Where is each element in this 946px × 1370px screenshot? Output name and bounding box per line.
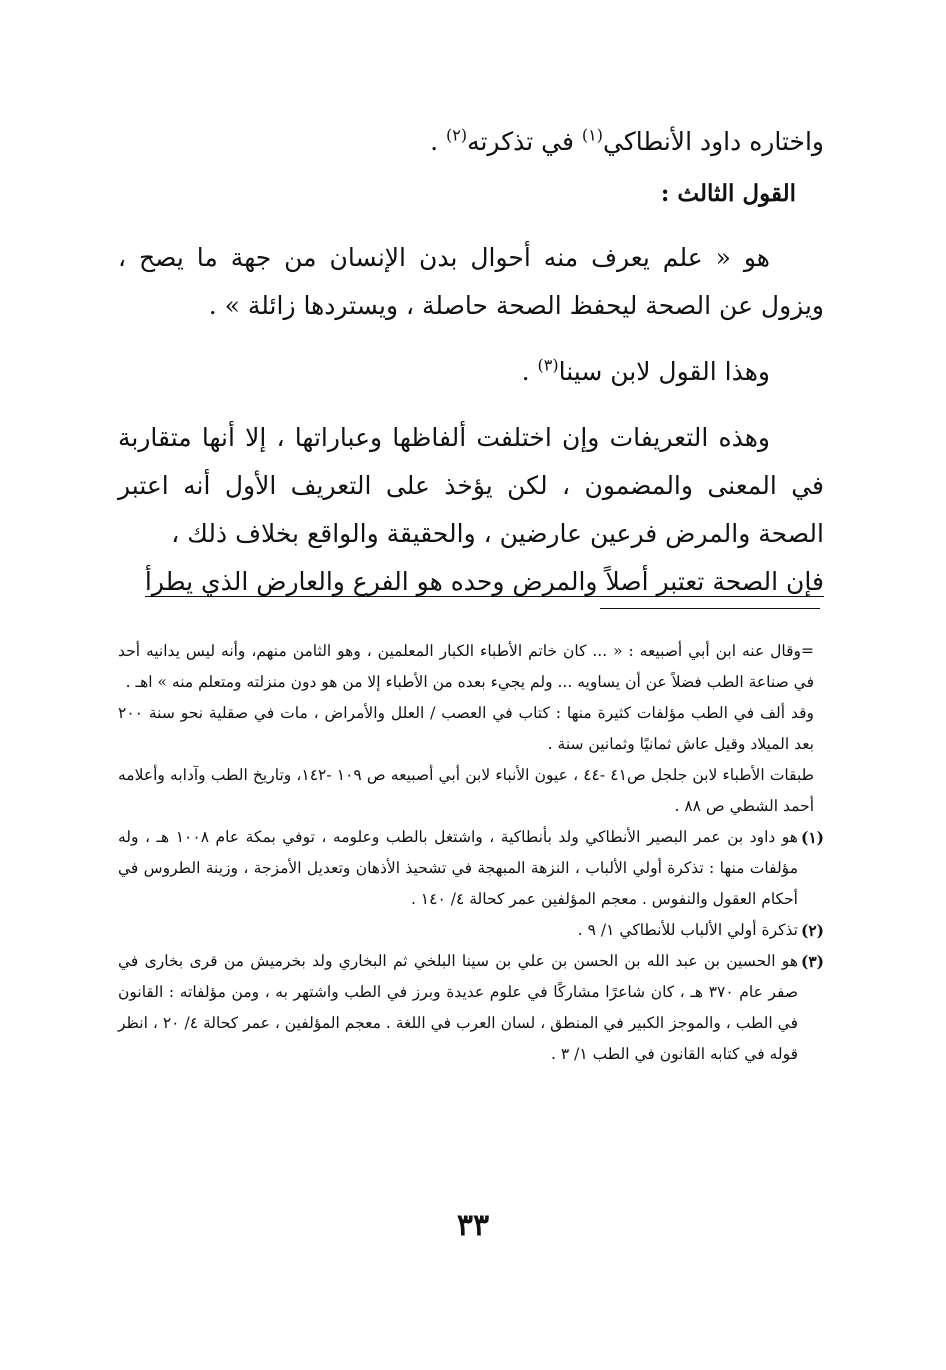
footnote-divider — [600, 608, 820, 609]
footnote-ref-3: (٣) — [537, 355, 559, 375]
footnote-3 — [118, 946, 824, 1070]
footnote-number: (٢) — [800, 921, 824, 940]
footnote-ref-1: (١) — [581, 125, 603, 145]
paragraph-2: هو « علم يعرف منه أحوال بدن الإنسان من جهة ما يصح ، ويزول عن الصحة ليحفظ الصحة حاصلة ، ويستردها زائلة » . — [118, 243, 824, 320]
text-span: وهذا القول لابن سينا — [558, 357, 770, 386]
footnote-2 — [118, 915, 824, 946]
footnote-text: هو الحسين بن عبد الله بن الحسن بن علي بن سينا البلخي ثم البخاري ولد بخرميش من قرى بخارى في صفر عام ٣٧٠ هـ ، كان شاعرًا مشاركًا في علوم عديدة وبرز في الطب واشتهر به ، ومن مؤلفاته : القانون في الطب ، والموجز الكبير في المنطق ، لسان العرب في اللغة . معجم المؤلفين ، عمر كحالة ٤/ ٢٠ ، انظر قوله في كتابه القانون في الطب ١/ ٣ . — [118, 952, 798, 1063]
spacer — [118, 396, 824, 414]
footnote-text: هو داود بن عمر البصير الأنطاكي ولد بأنطاكية ، واشتغل بالطب وعلومه ، توفي بمكة عام ١٠٠٨ هـ ، وله مؤلفات منها : تذكرة أولي الألباب ، النزهة المبهجة في تشحيذ الأذهان وتعديل الأمزجة ، وزينة الطروس في أحكام العقول والنفوس . معجم المؤلفين عمر كحالة ٤/ ١٤٠ . — [118, 828, 798, 908]
text-span: في تذكرته — [467, 127, 582, 156]
text-span: واختاره داود الأنطاكي — [602, 127, 824, 156]
footnote-continuation-2: وقد ألف في الطب مؤلفات كثيرة منها : كتاب في العصب / العلل والأمراض ، مات في صقلية نحو سنة ٢٠٠ بعد الميلاد وقيل عاش ثمانيًا وثمانين سنة . — [118, 704, 814, 753]
page-number: ٣٣ — [456, 1208, 490, 1243]
footnote-continuation-3: طبقات الأطباء لابن جلجل ص٤١ -٤٤ ، عيون الأنباء لابن أبي أصبيعه ص ١٠٩ -١٤٢، وتاريخ الطب وآدابه وأعلامه أحمد الشطي ص ٨٨ . — [118, 766, 815, 815]
footnote-number: (٣) — [800, 952, 824, 971]
main-text — [118, 118, 824, 606]
paragraph-3 — [118, 348, 824, 396]
section-heading: القول الثالث : — [660, 180, 796, 207]
footnote-1 — [118, 822, 824, 915]
paragraph-4-last-line — [118, 558, 824, 606]
spacer — [118, 330, 824, 348]
footnote-continuation-1: =وقال عنه ابن أبي أصبيعه : « ... كان خاتم الأطباء الكبار المعلمين ، وهو الثامن منهم، وأنه ليس يدانيه أحد في صناعة الطب فضلاً عن أن يساويه ... ولم يجيء بعده من الأطباء إلا من هو دون منزلته ومتعلم منه » اهـ . — [118, 642, 814, 691]
underlined-line: فإن الصحة تعتبر أصلاً والمرض وحده هو الفرع والعارض الذي يطرأ — [144, 567, 824, 596]
footnote-number: (١) — [800, 828, 824, 847]
text-span: . — [430, 127, 446, 156]
paragraph-1 — [118, 118, 824, 166]
footnote-ref-2: (٢) — [445, 125, 468, 145]
footnotes — [118, 636, 824, 1070]
paragraph-4: وهذه التعريفات وإن اختلفت ألفاظها وعباراتها ، إلا أنها متقاربة في المعنى والمضمون ، لكن يؤخذ على التعريف الأول أنه اعتبر الصحة والمرض فرعين عارضين ، والحقيقة والواقع بخلاف ذلك ، — [118, 423, 824, 548]
footnote-text: تذكرة أولي الألباب للأنطاكي ١/ ٩ . — [577, 921, 798, 939]
text-span: . — [521, 357, 538, 386]
